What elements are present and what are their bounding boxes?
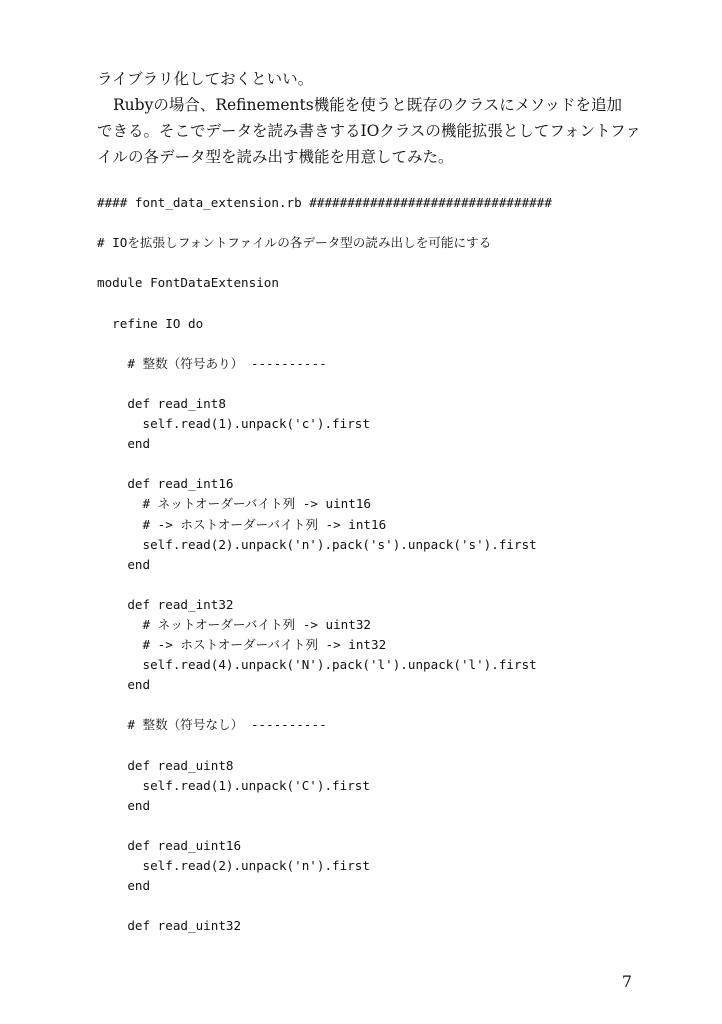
code-line [97,253,677,273]
body-text [97,66,657,170]
code-line: self.read(2).unpack('n').pack('s').unpack('s').first [97,536,537,552]
code-line: # 整数（符号なし） ---------- [97,717,327,733]
paragraph-line: ライブラリ化しておくといい。 [97,70,314,88]
code-line: # -> ホストオーダーバイト列 -> int32 [97,637,387,653]
code-line: def read_uint16 [97,838,242,853]
code-line [97,736,677,756]
code-line [97,575,677,595]
code-line [97,374,677,394]
code-line: end [97,556,151,572]
code-line: def read_int16 [97,476,234,492]
code-line: # ネットオーダーバイト列 -> uint32 [97,616,372,632]
paragraph-line: Rubyの場合、Refinements機能を使うと既存のクラスにメソッドを追加 [113,96,623,114]
paragraph-line: できる。そこでデータを読み書きするIOクラスの機能拡張としてフォントファ [97,122,641,140]
code-line: # 整数（符号あり） ---------- [97,355,327,371]
code-line: # -> ホストオーダーバイト列 -> int16 [97,516,387,532]
code-line: self.read(1).unpack('C').first [97,777,370,793]
code-listing [97,193,677,936]
page-number: 7 [621,972,632,991]
code-line: def read_uint32 [97,918,242,934]
code-line: # ネットオーダーバイト列 -> uint16 [97,496,372,512]
code-line [97,213,677,233]
code-line: end [97,878,151,894]
code-line: def read_int32 [97,596,234,612]
code-line: self.read(2).unpack('n').first [97,858,370,874]
code-line [97,293,677,313]
code-line [97,816,677,836]
code-line: end [97,436,151,452]
code-line: end [97,677,151,693]
code-line: # IOを拡張しフォントファイルの各データ型の読み出しを可能にする [97,235,492,251]
code-line: self.read(4).unpack('N').pack('l').unpack('l').first [97,657,537,673]
code-line: #### font_data_extension.rb ################################ [97,195,552,210]
code-line: def read_uint8 [97,757,234,773]
code-line: def read_int8 [97,395,226,411]
code-line: self.read(1).unpack('c').first [97,416,370,432]
code-line: module FontDataExtension [97,275,279,291]
paragraph-line: イルの各データ型を読み出す機能を用意してみた。 [97,148,454,166]
code-line [97,896,677,916]
code-line: end [97,797,151,813]
code-line: refine IO do [97,315,204,331]
code-line [97,454,677,474]
code-line [97,334,677,354]
code-line [97,695,677,715]
